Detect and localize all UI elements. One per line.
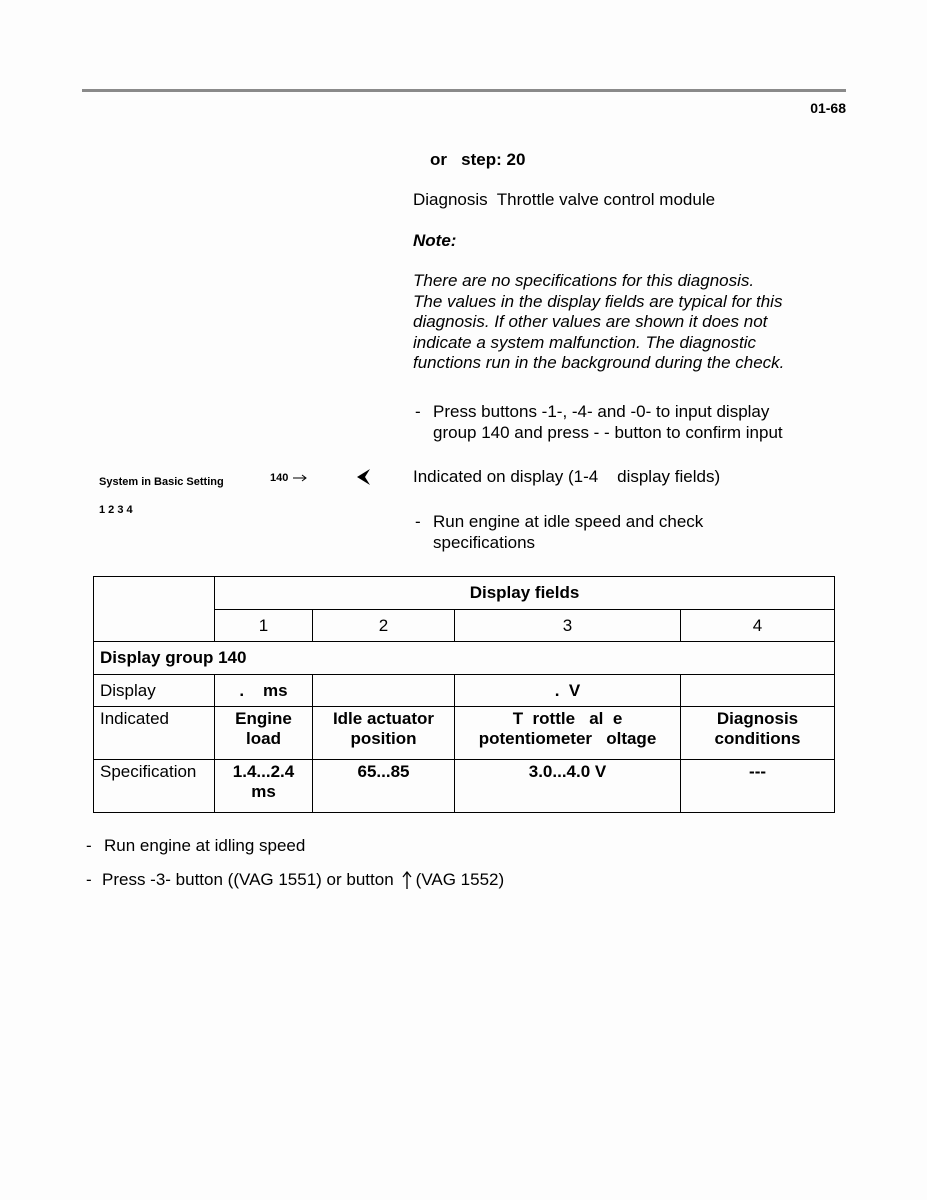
table-cell: 1.4...2.4 ms: [215, 760, 313, 813]
table-cell: . V: [455, 675, 681, 707]
note-body: [413, 271, 833, 374]
bullet-dash: -: [415, 512, 421, 531]
note-line: indicate a system malfunction. The diagnostic: [413, 332, 757, 352]
row-label: Display: [94, 675, 215, 707]
field-number: 3: [455, 610, 681, 642]
table-cell: 3.0...4.0 V: [455, 760, 681, 813]
up-arrow-icon: [400, 870, 414, 890]
instruction-input-group: [415, 402, 835, 443]
table-cell: Idle actuator position: [313, 707, 455, 760]
table-cell: . ms: [215, 675, 313, 707]
display-readout-line2: 1 2 3 4: [99, 504, 133, 516]
table-cell: T rottle al e potentiometer oltage: [455, 707, 681, 760]
table-cell: [681, 675, 835, 707]
pointer-icon: [354, 466, 374, 488]
table-header-display-fields: Display fields: [215, 577, 835, 610]
display-readout-line1: System in Basic Setting: [99, 476, 224, 488]
note-line: There are no specifications for this diagnosis.: [413, 271, 755, 290]
display-fields-table: [93, 576, 835, 813]
instruction-line: specifications: [433, 532, 536, 552]
step-text: Run engine at idling speed: [104, 836, 306, 855]
step-press-button: [86, 870, 504, 891]
header-rule: [82, 89, 846, 92]
table-cell: ---: [681, 760, 835, 813]
field-number: 4: [681, 610, 835, 642]
right-arrow-icon: [292, 473, 308, 483]
table-cell: Engine load: [215, 707, 313, 760]
step-run-idling: [86, 836, 305, 857]
table-cell: Diagnosis conditions: [681, 707, 835, 760]
field-number: 2: [313, 610, 455, 642]
instruction-line: group 140 and press - - button to confirm input: [433, 422, 783, 442]
table-cell: 65...85: [313, 760, 455, 813]
page-number: 01-68: [810, 100, 846, 116]
note-line: diagnosis. If other values are shown it does not: [413, 312, 768, 331]
bullet-dash: -: [86, 836, 92, 855]
step-text: Press -3- button ((VAG 1551) or button: [102, 870, 394, 889]
instruction-run-engine: [415, 512, 835, 553]
indicated-line: Indicated on display (1-4 display fields): [413, 467, 721, 486]
step-line: or step: 20: [430, 150, 526, 169]
table-corner-cell: [94, 577, 215, 642]
row-label: Specification: [94, 760, 215, 813]
instruction-line: Run engine at idle speed and check: [433, 512, 704, 531]
note-heading: Note:: [413, 231, 457, 250]
step-text: (VAG 1552): [415, 870, 505, 889]
note-line: The values in the display fields are typical for this: [413, 291, 783, 311]
bullet-dash: -: [86, 870, 92, 889]
instruction-line: Press buttons -1-, -4- and -0- to input display: [433, 402, 770, 421]
note-line: functions run in the background during the check.: [413, 353, 785, 372]
bullet-dash: -: [415, 402, 421, 421]
field-number: 1: [215, 610, 313, 642]
table-cell: [313, 675, 455, 707]
diagnosis-line: Diagnosis Throttle valve control module: [413, 190, 716, 209]
row-label: Indicated: [94, 707, 215, 760]
display-readout-group: [270, 472, 308, 484]
display-group-number: 140: [270, 472, 289, 484]
display-group-label: Display group 140: [94, 642, 835, 675]
